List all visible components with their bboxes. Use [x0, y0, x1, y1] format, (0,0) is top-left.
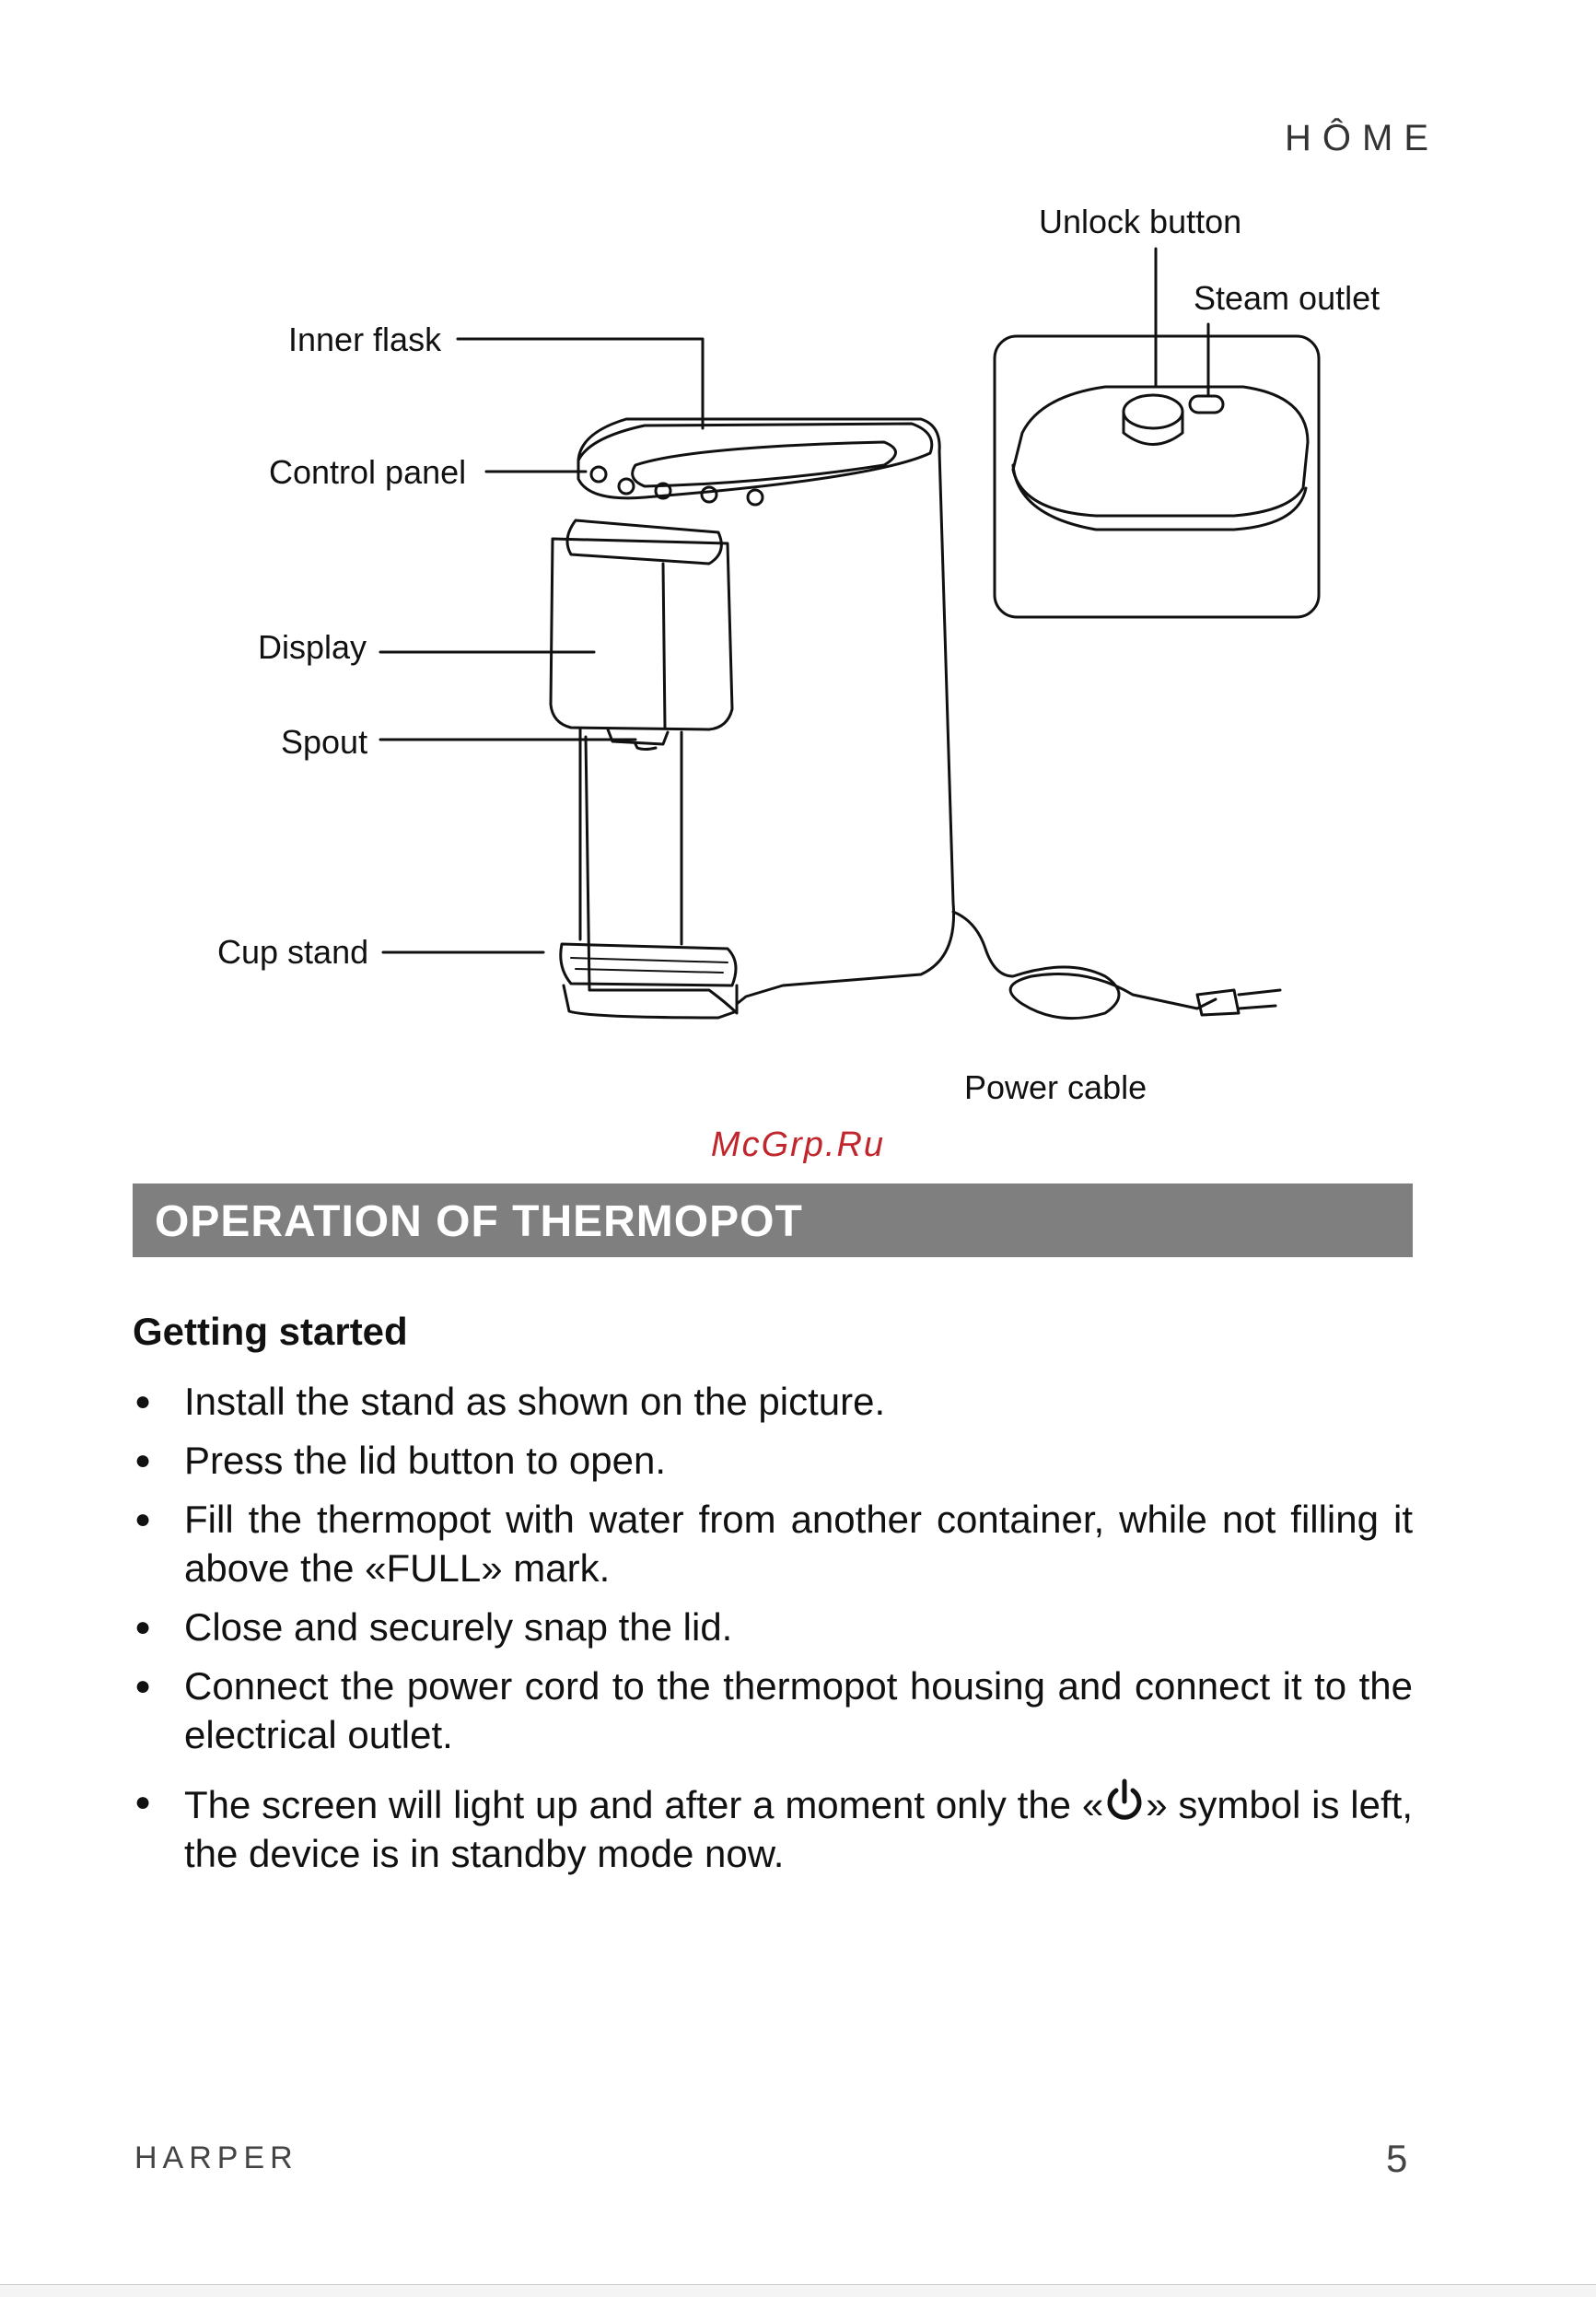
leader-inner-flask: [458, 339, 703, 428]
thermopot-rim: [578, 424, 932, 498]
page-number: 5: [1386, 2137, 1408, 2180]
steam-vent: [1190, 396, 1223, 413]
bullet-icon: ●: [134, 1671, 152, 1701]
list-item: ● Press the lid button to open.: [133, 1436, 1413, 1485]
section-title: OPERATION OF THERMOPOT: [155, 1197, 803, 1246]
bullet-icon: ●: [134, 1787, 152, 1817]
list-item: ● Connect the power cord to the thermopot housing and connect it to the electrical outlet.: [133, 1662, 1413, 1759]
power-cable: [953, 912, 1216, 1019]
bullet-icon: ●: [134, 1612, 152, 1642]
display-housing: [551, 539, 732, 729]
cup-stand-tray: [561, 944, 736, 985]
thermopot-body: [578, 419, 954, 1013]
label-spout: Spout: [281, 723, 368, 761]
lid: [1013, 387, 1308, 516]
power-icon: [1103, 1778, 1146, 1824]
list-item: ● Fill the thermopot with water from another container, while not filling it above the «FULL» mark.: [133, 1495, 1413, 1592]
label-power-cable: Power cable: [964, 1068, 1147, 1106]
list-item: ● Install the stand as shown on the picture.: [133, 1377, 1413, 1426]
list-item: ● Close and securely snap the lid.: [133, 1603, 1413, 1651]
label-display: Display: [258, 628, 367, 666]
bullet-icon: ●: [134, 1386, 152, 1417]
label-unlock-button: Unlock button: [1039, 203, 1242, 240]
section-banner: [133, 1183, 1413, 1257]
spout: [580, 729, 682, 944]
label-inner-flask: Inner flask: [288, 321, 442, 358]
harper-brand-logo: [134, 2140, 342, 2174]
home-brand-logo: HÔME: [1285, 118, 1439, 158]
label-control-panel: Control panel: [269, 453, 467, 491]
label-cup-stand: Cup stand: [217, 933, 369, 971]
svg-text:HARPER: HARPER: [134, 2140, 298, 2174]
bullet-icon: ●: [134, 1504, 152, 1534]
label-steam-outlet: Steam outlet: [1194, 279, 1380, 317]
page-bottom-edge: [0, 2284, 1596, 2297]
list-item: ● The screen will light up and after a moment only the « » symbol is left, the device is in standby mode now.: [133, 1778, 1413, 1878]
unlock-knob: [1124, 395, 1182, 428]
instruction-list: [133, 1377, 1413, 1888]
watermark-text: McGrp.Ru: [710, 1125, 886, 1164]
bullet-icon: ●: [134, 1445, 152, 1475]
subheading: Getting started: [133, 1310, 408, 1353]
